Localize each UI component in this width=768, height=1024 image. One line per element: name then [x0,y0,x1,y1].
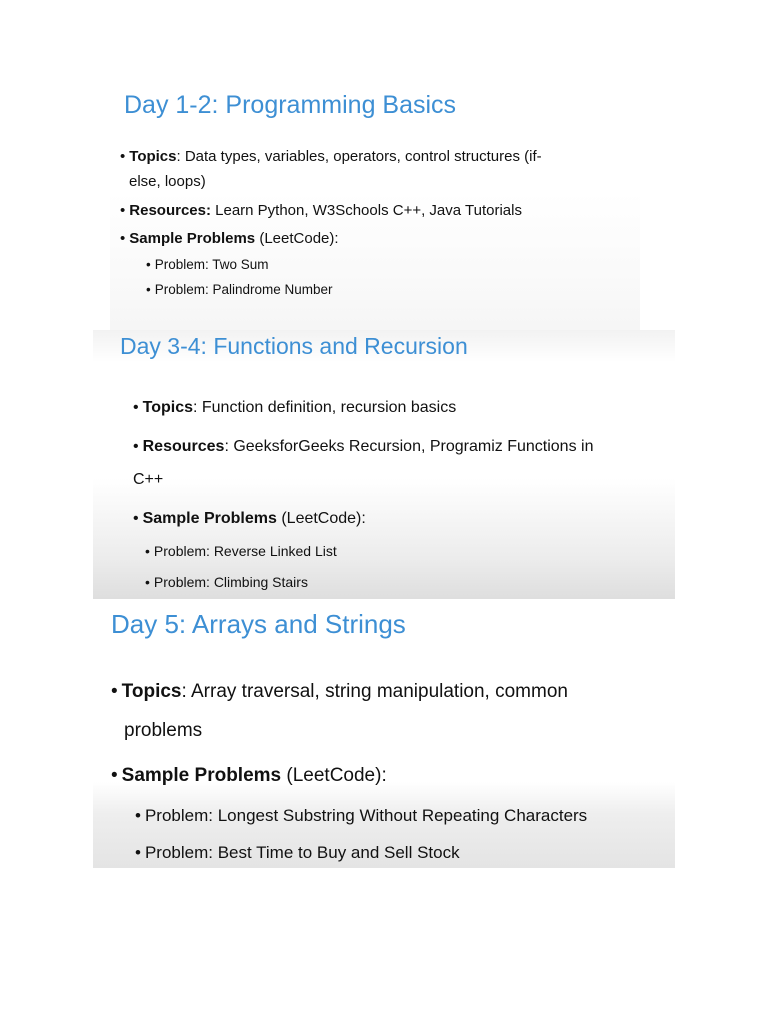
bullet: • [120,202,126,219]
topics-text: : Data types, variables, operators, control structures (if- [176,148,542,165]
topics-label: Topics [129,148,177,165]
bullet: • [146,282,151,297]
resources-label: Resources: [129,202,211,219]
problem-text: Problem: Best Time to Buy and Sell Stock [144,843,460,862]
bullet: • [111,681,118,702]
problem-item [146,257,269,272]
bullet: • [120,230,126,247]
resources-item [133,438,593,456]
sample-problems-item [120,230,339,247]
resources-continuation: C++ [133,471,164,488]
section-day-5 [93,599,675,868]
section-title: Day 3-4: Functions and Recursion [120,333,468,359]
problem-text: Problem: Longest Substring Without Repeating Characters [144,806,588,825]
sample-problems-item [111,765,387,787]
resources-label: Resources [142,438,225,455]
problem-item [145,574,308,590]
sample-problems-suffix: (LeetCode): [276,510,366,527]
bullet: • [146,257,151,272]
bullet: • [135,843,141,862]
bullet: • [120,148,126,165]
bullet: • [133,399,139,416]
sample-problems-item [133,510,366,528]
bullet: • [111,765,118,786]
resources-text: : GeeksforGeeks Recursion, Programiz Functions in [224,438,594,455]
topics-text: : Array traversal, string manipulation, common [181,681,568,702]
problem-text: Problem: Reverse Linked List [153,543,337,559]
topics-text: : Function definition, recursion basics [192,399,457,416]
problem-text: Problem: Two Sum [154,257,269,272]
resources-item [120,202,522,219]
sample-problems-label: Sample Problems [129,230,256,247]
bullet: • [133,438,139,455]
section-title: Day 1-2: Programming Basics [124,91,457,119]
section-title: Day 5: Arrays and Strings [111,609,406,639]
section-day-1-2 [110,80,640,330]
topics-label: Topics [121,681,182,702]
topics-item [111,681,568,703]
topics-item [133,399,456,417]
topics-label: Topics [142,399,193,416]
problem-item [135,806,587,826]
sample-problems-suffix: (LeetCode): [255,230,339,247]
bullet: • [135,806,141,825]
topics-continuation: else, loops) [129,173,206,190]
problem-text: Problem: Climbing Stairs [153,574,308,590]
sample-problems-label: Sample Problems [142,510,277,527]
topics-continuation: problems [124,720,203,741]
problem-item [135,843,460,863]
bullet: • [133,510,139,527]
sample-problems-label: Sample Problems [121,765,282,786]
bullet: • [145,574,150,590]
resources-text: Learn Python, W3Schools C++, Java Tutorials [210,202,522,219]
problem-text: Problem: Palindrome Number [154,282,333,297]
problem-item [145,543,337,559]
topics-item [120,148,542,165]
problem-item [146,282,333,297]
bullet: • [145,543,150,559]
sample-problems-suffix: (LeetCode): [281,765,387,786]
section-day-3-4 [93,330,675,599]
